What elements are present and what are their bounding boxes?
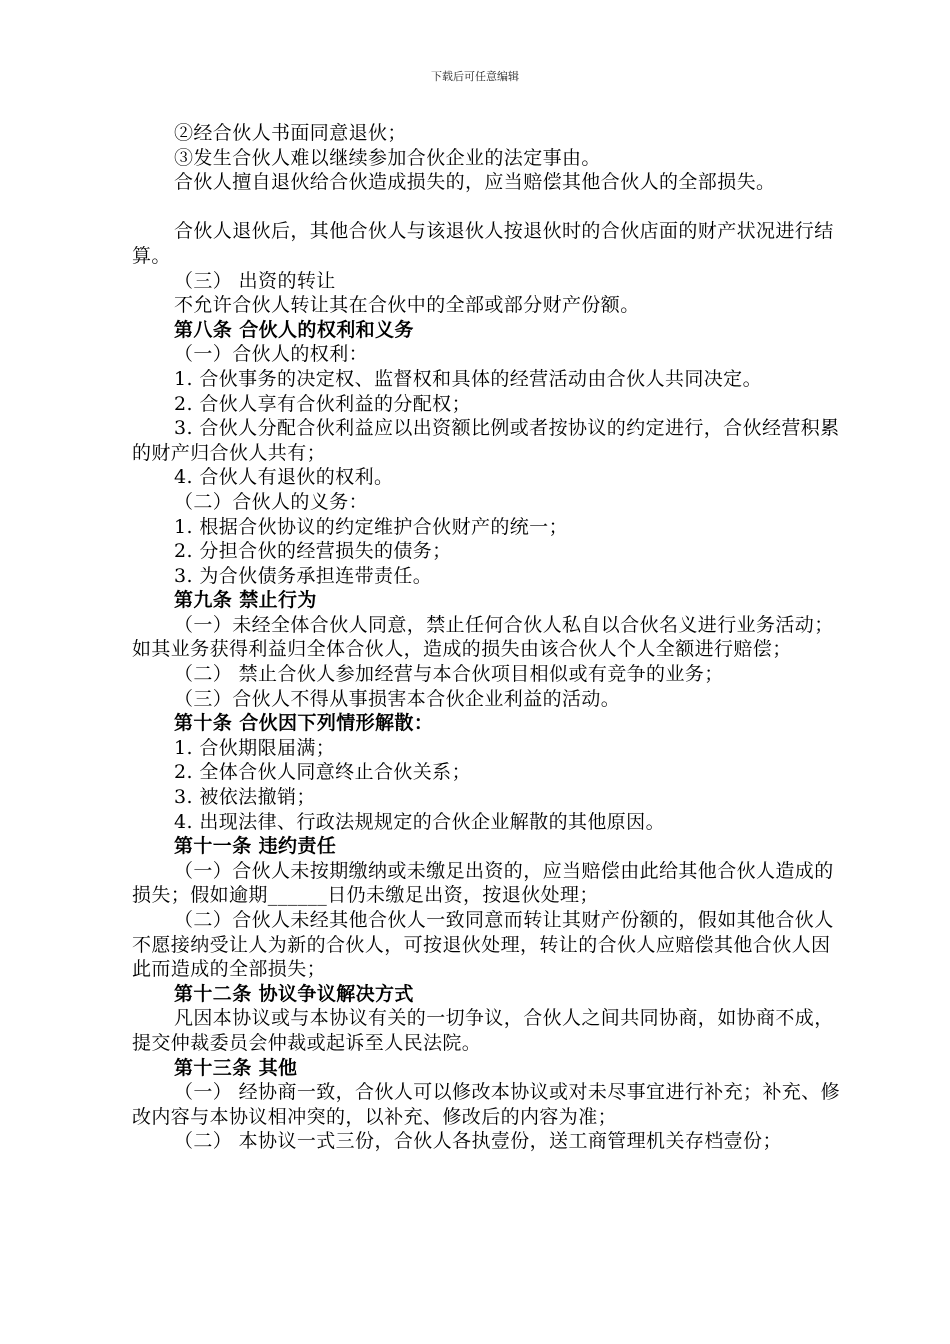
paragraph: （三） 出资的转让 [174, 269, 336, 292]
list-item: 1. 根据合伙协议的约定维护合伙财产的统一； [174, 515, 568, 538]
paragraph: （二） 本协议一式三份，合伙人各执壹份，送工商管理机关存档壹份； [174, 1130, 782, 1153]
list-item: 2. 全体合伙人同意终止合伙关系； [174, 761, 471, 784]
paragraph: ②经合伙人书面同意退伙； [174, 122, 407, 144]
article-heading: 第十条 合伙因下列情形解散： [174, 712, 434, 735]
article-heading: 第十二条 协议争议解决方式 [174, 982, 414, 1005]
paragraph: （一）合伙人的权利： [174, 343, 369, 366]
list-item: 3. 为合伙债务承担连带责任。 [174, 564, 433, 587]
article-heading: 第十三条 其他 [174, 1056, 298, 1079]
paragraph: ③发生合伙人难以继续参加合伙企业的法定事由。 [174, 146, 601, 169]
page-header: 下载后可任意编辑 [431, 70, 519, 83]
article-heading: 第八条 合伙人的权利和义务 [174, 318, 414, 341]
list-item: 1. 合伙期限届满； [174, 736, 336, 759]
list-item: 1. 合伙事务的决定权、监督权和具体的经营活动由合伙人共同决定。 [174, 367, 762, 390]
paragraph: （二）合伙人未经其他合伙人一致同意而转让其财产份额的，假如其他合伙人不愿接纳受让人为新的合伙人，可按退伙处理，转让的合伙人应赔偿其他合伙人因此而造成的全部损失； [132, 909, 834, 981]
paragraph: 不允许合伙人转让其在合伙中的全部或部分财产份额。 [174, 294, 640, 317]
paragraph: （一）未经全体合伙人同意，禁止任何合伙人私自以合伙名义进行业务活动；如其业务获得利益归全体合伙人，造成的损失由该合伙人个人全额进行赔偿； [132, 613, 834, 661]
article-heading: 第九条 禁止行为 [174, 589, 317, 612]
list-item: 4. 合伙人有退伙的权利。 [174, 466, 394, 489]
paragraph: 合伙人退伙后，其他合伙人与该退伙人按退伙时的合伙店面的财产状况进行结算。 [132, 220, 834, 267]
list-item: 2. 合伙人享有合伙利益的分配权； [174, 392, 471, 415]
paragraph: 凡因本协议或与本协议有关的一切争议，合伙人之间共同协商，如协商不成，提交仲裁委员会仲裁或起诉至人民法院。 [132, 1007, 834, 1054]
paragraph: （二）合伙人的义务： [174, 490, 369, 513]
paragraph: （一）合伙人未按期缴纳或未缴足出资的，应当赔偿由此给其他合伙人造成的损失；假如逾期______日仍未缴足出资，按退伙处理； [132, 859, 834, 907]
article-heading: 第十一条 违约责任 [174, 835, 337, 858]
list-item: 3. 合伙人分配合伙利益应以出资额比例或者按协议的约定进行，合伙经营积累的财产归合伙人共有； [132, 417, 840, 464]
blank-line [132, 195, 847, 220]
list-item: 4. 出现法律、行政法规规定的合伙企业解散的其他原因。 [174, 810, 665, 833]
paragraph: （三）合伙人不得从事损害本合伙企业利益的活动。 [174, 687, 621, 710]
paragraph: （一） 经协商一致，合伙人可以修改本协议或对未尽事宜进行补充；补充、修改内容与本协议相冲突的，以补充、修改后的内容为准； [132, 1081, 841, 1128]
list-item: 3. 被依法撤销； [174, 786, 316, 809]
paragraph: 合伙人擅自退伙给合伙造成损失的，应当赔偿其他合伙人的全部损失。 [174, 171, 776, 194]
list-item: 2. 分担合伙的经营损失的债务； [174, 540, 452, 563]
document-body [132, 121, 847, 1154]
paragraph: （二） 禁止合伙人参加经营与本合伙项目相似或有竞争的业务； [174, 663, 724, 686]
